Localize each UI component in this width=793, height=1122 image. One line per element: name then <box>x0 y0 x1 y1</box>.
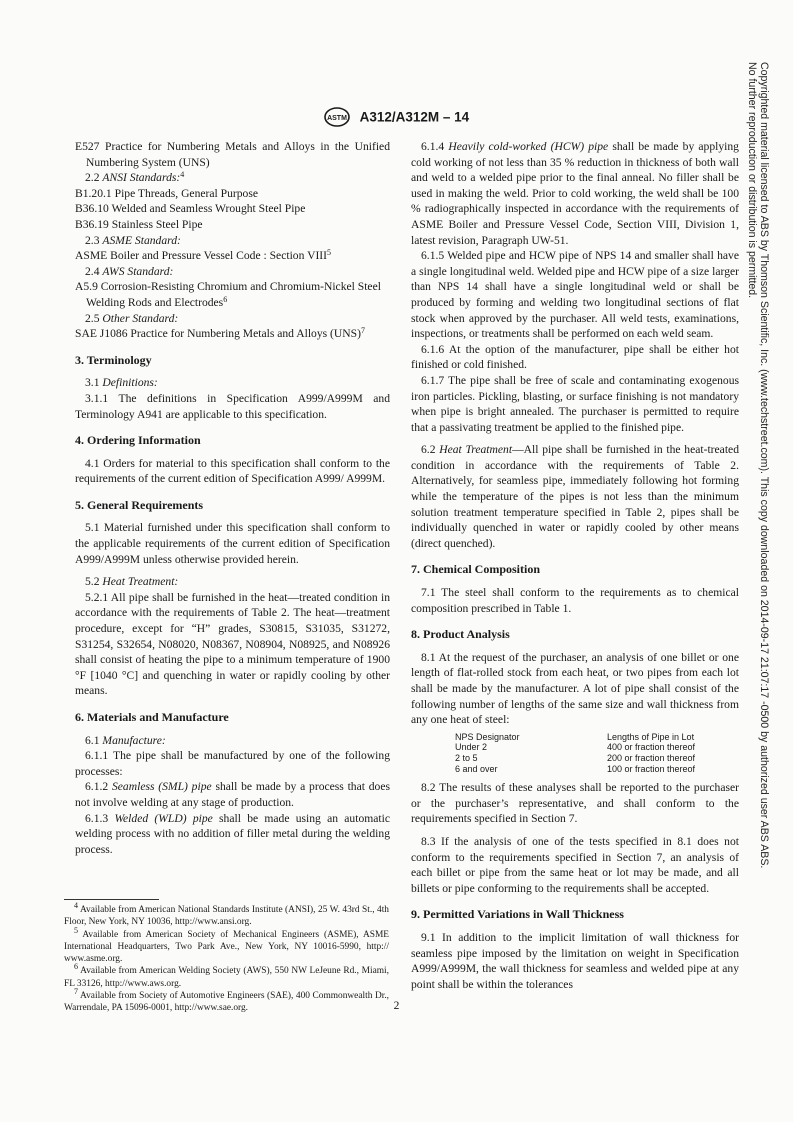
para-5-2: 5.2 Heat Treatment: <box>85 575 179 589</box>
para-6-1-2: 6.1.2 Seamless (SML) pipe shall be made by a process that does not involve welding at any stage of production. <box>75 780 391 809</box>
left-column <box>75 139 390 857</box>
footnote-divider <box>64 899 159 900</box>
footnote-7: $^7$ Available from Society of Automotive Engineers (SAE), 400 Commonwealth Dr., Warrendale, PA 15096-0001, http://www.sae.org. <box>64 987 390 1014</box>
para-6-1-5: 6.1.5 Welded pipe and HCW pipe of NPS 14 and smaller shall have a single longitudinal weld. Welded pipe and HCW pipe of a size larger than NPS 14 shall have a single longitudinal weld or shall be produced by forming and welding two longitudinal sections of flat stock when approved by the purchaser. All weld tests, examinations, inspections, or treatments shall be performed on each weld seam. <box>411 249 739 341</box>
para-6-2: 6.2 Heat Treatment—All pipe shall be furnished in the heat-treated condition in accordance with the requirements of Table 2. Alternatively, for seamless pipe, immediately following hot forming while the temperature of the pipes is not less than the minimum solution treatment temperature specified in Table 2, pipes shall be individually quenched in water or rapidly cooled by other means (direct quenched). <box>411 443 739 550</box>
section-4-heading: 4. Ordering Information <box>75 433 201 448</box>
footnotes <box>64 901 390 1015</box>
astm-logo-icon <box>324 107 350 127</box>
para-3-1: 3.1 Definitions: <box>85 376 158 390</box>
para-9-1: 9.1 In addition to the implicit limitation of wall thickness for seamless pipe imposed by the limitation on weight in Specification A999/A999M, the wall thickness for seamless and welded pipe at any point shall be within the tolerances <box>411 930 739 991</box>
para-7-1: 7.1 The steel shall conform to the requirements as to chemical composition prescribed in Table 1. <box>411 586 739 615</box>
section-2-2-heading: 2.2 ANSI Standards:$^4$ <box>85 170 185 185</box>
para-6-1-3: 6.1.3 Welded (WLD) pipe shall be made using an automatic welding process with no addition of filler metal during the welding process. <box>75 811 390 856</box>
footnote-4: $^4$ Available from American National Standards Institute (ANSI), 25 W. 43rd St., 4th Floor, New York, NY 10036, http://www.ansi.org. <box>64 901 389 928</box>
ref-sae-j1086: SAE J1086 Practice for Numbering Metals and Alloys (UNS)$^7$ <box>75 326 365 341</box>
section-9-heading: 9. Permitted Variations in Wall Thickness <box>411 907 624 922</box>
table-row: 6 and over 100 or fraction thereof <box>455 763 696 774</box>
para-8-2: 8.2 The results of these analyses shall be reported to the purchaser or the purchaser’s representative, and shall conform to the requirements specified in Section 7. <box>411 781 739 826</box>
para-8-1: 8.1 At the request of the purchaser, an analysis of one billet or one length of flat-rolled stock from each heat, or two pipes from each lot shall be made by the manufacturer. A lot of pipe shall consist of the following number of lengths of the same size and wall thickness from any one heat of steel: <box>411 650 739 727</box>
para-5-2-1: 5.2.1 All pipe shall be furnished in the heat—treated condition in accordance with the requirements of Table 2. The heat—treatment procedure, except for “H” grades, S30815, S31035, S31272, S31254, S32654, N08020, N08367, N08904, N08925, and N08926 shall consist of heating the pipe to a minimum temperature of 1900 °F [1040 °C] and quenching in water or rapidly cooling by other means. <box>75 590 390 698</box>
table-header-row: NPS Designator Lengths of Pipe in Lot <box>455 731 695 742</box>
document-header <box>0 107 793 127</box>
lot-size-table <box>455 732 739 774</box>
section-2-5-heading: 2.5 Other Standard: <box>85 311 179 325</box>
footnote-5: $^5$ Available from American Society of Mechanical Engineers (ASME), ASME International Headquarters, Two Park Ave., New York, NY 10016-5990, http:// www.asme.org. <box>64 925 390 965</box>
copyright-line-2: No further reproduction or distribution is permitted. <box>746 62 758 299</box>
svg-text:ASTM: ASTM <box>326 115 347 122</box>
ref-b36-19: B36.19 Stainless Steel Pipe <box>75 217 203 231</box>
designation: A312/A312M – 14 <box>359 109 470 125</box>
para-6-1-6: 6.1.6 At the option of the manufacturer, pipe shall be either hot finished or cold finished. <box>411 342 739 372</box>
section-5-heading: 5. General Requirements <box>75 497 204 512</box>
section-6-heading: 6. Materials and Manufacture <box>75 710 229 724</box>
table-row: Under 2 400 or fraction thereof <box>455 742 696 753</box>
section-3-heading: 3. Terminology <box>75 352 152 367</box>
para-8-3: 8.3 If the analysis of one of the tests specified in 8.1 does not conform to the requirements specified in Section 7, an analysis of each billet or pipe from the same heat or lot may be made, and all billets or pipe conforming to the requirements shall be accepted. <box>411 834 739 895</box>
para-6-1-1: 6.1.1 The pipe shall be manufactured by one of the following processes: <box>75 749 390 778</box>
para-6-1: 6.1 Manufacture: <box>85 733 166 747</box>
section-7-heading: 7. Chemical Composition <box>411 562 540 577</box>
ref-asme-bpvc: ASME Boiler and Pressure Vessel Code : Section VIII$^5$ <box>75 248 332 263</box>
copyright-side-notice <box>746 62 770 962</box>
ref-a5-9: A5.9 Corrosion-Resisting Chromium and Chromium-Nickel Steel Welding Rods and Electrodes$^6$ <box>75 280 381 309</box>
para-5-1: 5.1 Material furnished under this specification shall conform to the applicable requirements of the current edition of Specification A999/A999M unless otherwise provided herein. <box>75 521 390 566</box>
section-2-3-heading: 2.3 ASME Standard: <box>85 233 181 247</box>
para-3-1-1: 3.1.1 The definitions in Specification A999/A999M and Terminology A941 are applicable to this specification. <box>75 391 390 421</box>
section-2-4-heading: 2.4 AWS Standard: <box>85 264 174 278</box>
ref-b36-10: B36.10 Welded and Seamless Wrought Steel Pipe <box>75 202 306 216</box>
ref-e527: E527 Practice for Numbering Metals and Alloys in the Unified Numbering System (UNS) <box>75 140 390 169</box>
footnote-6: $^6$ Available from American Welding Society (AWS), 550 NW LeJeune Rd., Miami, FL 33126, http://www.aws.org. <box>64 962 389 989</box>
para-6-1-4: 6.1.4 Heavily cold-worked (HCW) pipe shall be made by applying cold working of not less than 35 % reduction in thickness of both wall and weld to a welded pipe prior to the final anneal. No filler shall be used in making the weld. Prior to cold working, the weld shall be 100 % radiographically inspected in accordance with the requirements of ASME Boiler and Pressure Vessel Code, Section VIII, Division 1, latest revision, Paragraph UW-51. <box>411 140 739 247</box>
table-row: 2 to 5 200 or fraction thereof <box>455 752 696 763</box>
ref-b1-20-1: B1.20.1 Pipe Threads, General Purpose <box>75 186 259 200</box>
para-4-1: 4.1 Orders for material to this specification shall conform to the requirements of the current edition of Specification A999/ A999M. <box>75 456 390 486</box>
copyright-line-1: Copyrighted material licensed to ABS by Thomson Scientific, Inc. (www.techstreet.com). This copy downloaded on 2014-09-17 21:07:17 -0500 by authorized user ABS ABS. <box>758 62 770 869</box>
page-number: 2 <box>393 1000 400 1012</box>
right-column <box>411 139 739 992</box>
para-6-1-7: 6.1.7 The pipe shall be free of scale and contaminating exogenous iron particles. Pickling, blasting, or surface finishing is not mandatory when pipe is bright annealed. The purchaser is permitted to require that a passivating treatment be applied to the finished pipe. <box>411 373 739 434</box>
section-8-heading: 8. Product Analysis <box>411 627 510 642</box>
